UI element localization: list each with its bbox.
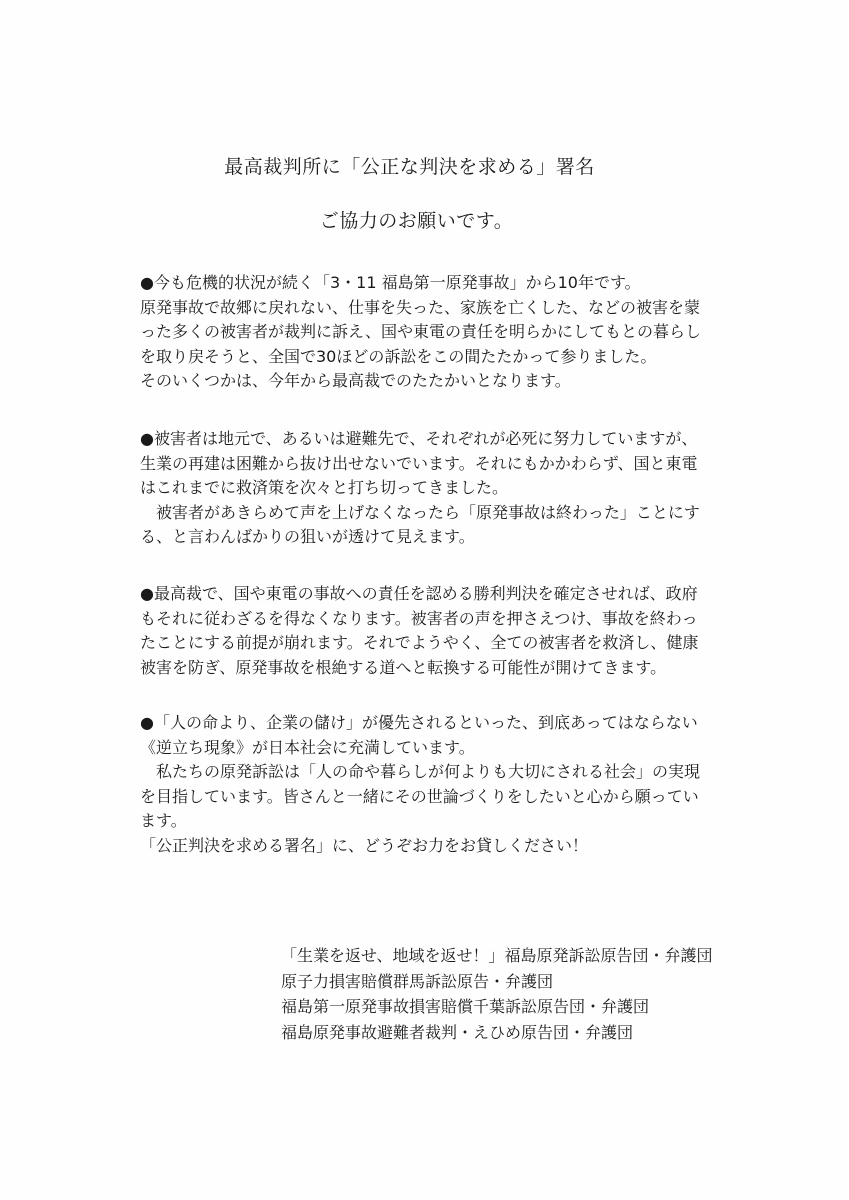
paragraph-victims — [140, 427, 740, 550]
text-line: ●今も危機的状況が続く「3・11 福島第一原発事故」から10年です。 — [140, 273, 641, 292]
text-line: 生業の再建は困難から抜け出せないでいます。それにもかかわらず、国と東電 — [140, 453, 698, 473]
text-line: 原発事故で故郷に戻れない、仕事を失った、家族を亡くした、などの被害を蒙 — [140, 297, 701, 317]
signatory: 原子力損害賠償群馬訴訟原告・弁護団 — [281, 971, 554, 991]
text-line: ます。 — [140, 811, 187, 830]
paragraph-appeal — [140, 711, 740, 858]
text-line: った多くの被害者が裁判に訴え、国や東電の責任を明らかにしてもとの暮らし — [140, 322, 701, 341]
signatory: 福島原発事故避難者裁判・えひめ原告団・弁護団 — [281, 1022, 634, 1042]
page-title: 最高裁判所に「公正な判決を求める」署名 — [224, 156, 595, 178]
text-line: そのいくつかは、今年から最高裁でのたたかいとなります。 — [140, 371, 571, 390]
paragraph-supreme-court — [140, 582, 740, 680]
text-line: る、と言わんばかりの狙いが透けて見えます。 — [140, 527, 475, 546]
paragraph-anniversary — [140, 271, 740, 394]
text-line: 被害を防ぎ、原発事故を根絶する道へと転換する可能性が開けてきます。 — [140, 657, 667, 677]
text-line: 《逆立ち現象》が日本社会に充満しています。 — [140, 737, 475, 757]
page-subtitle: ご協力のお願いです。 — [319, 210, 514, 232]
text-line: たことにする前提が崩れます。それでようやく、全ての被害者を救済し、健康 — [140, 633, 699, 652]
text-line: もそれに従わざるを得なくなります。被害者の声を押さえつけ、事故を終わっ — [140, 608, 698, 628]
text-line: を取り戻そうと、全国で30ほどの訴訟をこの間たたかって参りました。 — [140, 346, 657, 366]
text-line: 私たちの原発訴訟は「人の命や暮らしが何よりも大切にされる社会」の実現 — [140, 762, 701, 781]
text-line: ●最高裁で、国や東電の事故への責任を認める勝利判決を確定させれば、政府 — [140, 584, 698, 603]
text-line: はこれまでに救済策を次々と打ち切ってきました。 — [140, 478, 509, 497]
text-line: 「公正判決を求める署名」に、どうぞお力をお貸しください！ — [140, 835, 589, 855]
text-line: ●「人の命より、企業の儲け」が優先されるといった、到底あってはならない — [140, 713, 698, 732]
text-line: ●被害者は地元で、あるいは避難先で、それぞれが必死に努力していますが、 — [140, 429, 698, 448]
signatory: 「生業を返せ、地域を返せ！」福島原発訴訟原告団・弁護団 — [281, 946, 713, 965]
signatory: 福島第一原発事故損害賠償千葉訴訟原告団・弁護団 — [281, 997, 650, 1016]
text-line: 被害者があきらめて声を上げなくなったら「原発事故は終わった」ことにす — [140, 502, 700, 522]
signatory-list — [281, 943, 713, 1045]
text-line: を目指しています。皆さんと一緒にその世論づくりをしたいと心から願ってい — [140, 786, 699, 806]
